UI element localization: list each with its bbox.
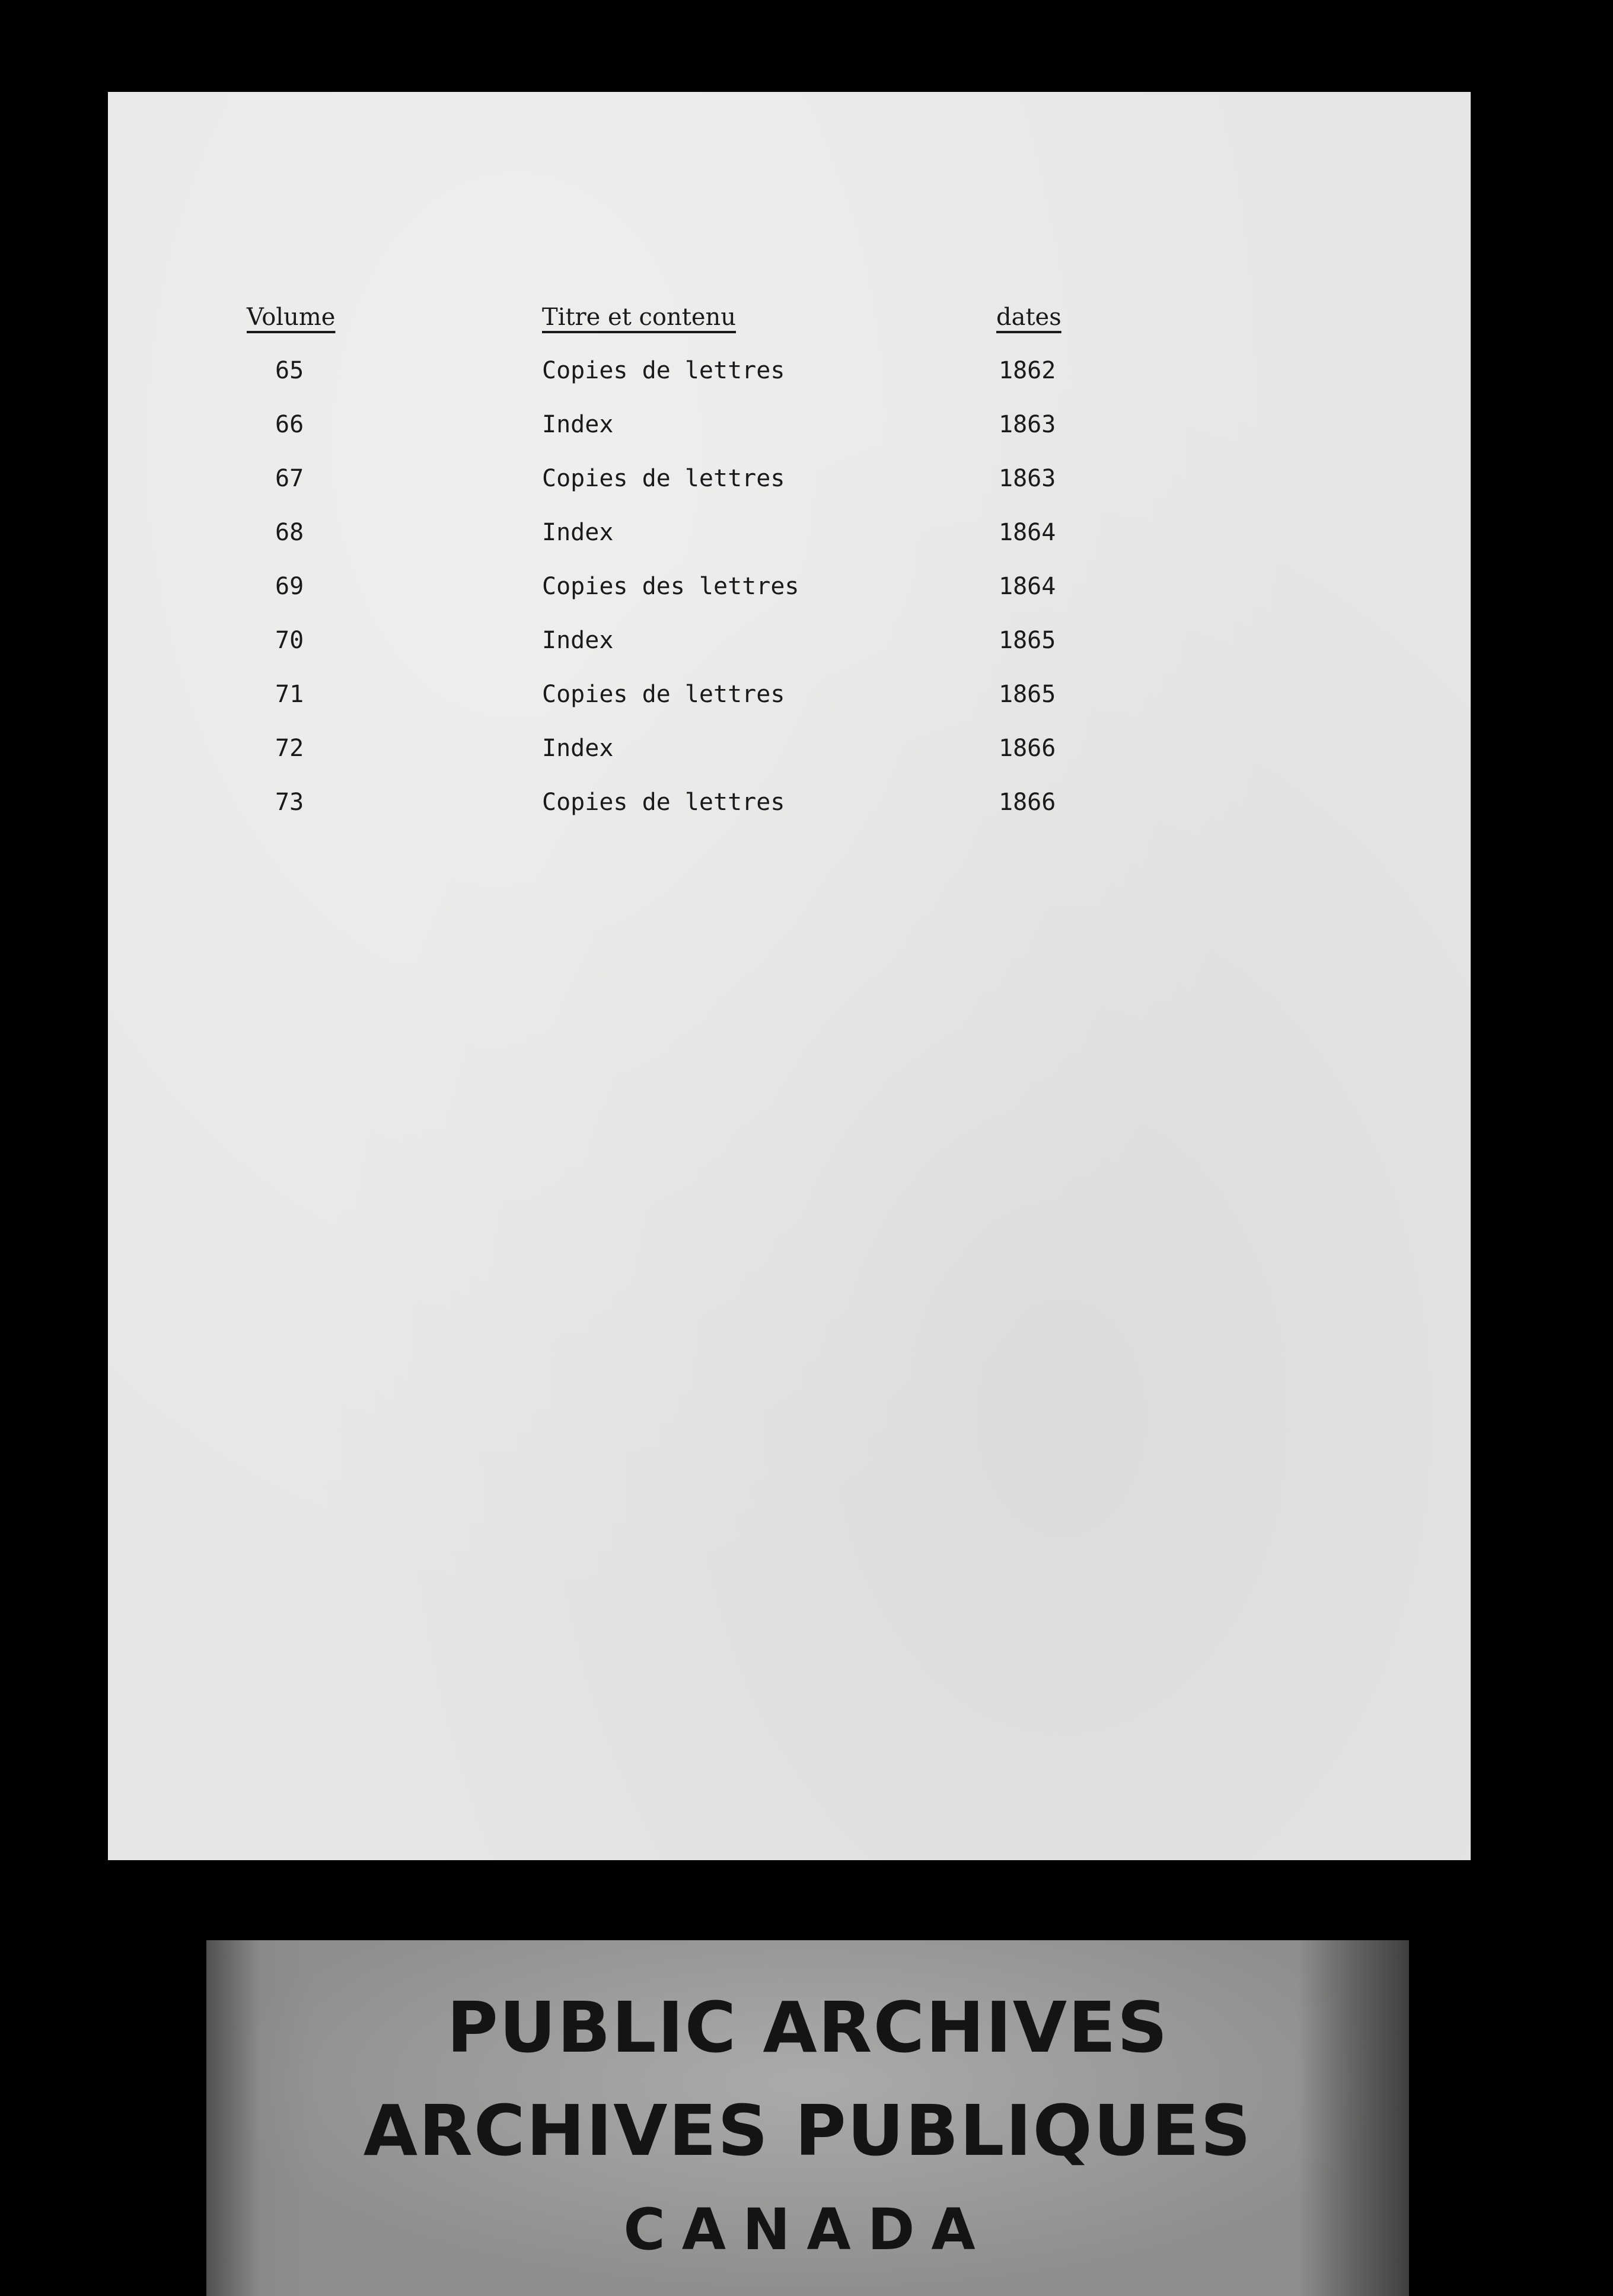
header-dates: dates [996, 304, 1061, 331]
volume-table [108, 92, 1471, 1860]
row-title: Copies de lettres [542, 681, 785, 708]
archives-stamp [206, 1940, 1409, 2296]
table-row [108, 620, 1471, 661]
stamp-line-1: PUBLIC ARCHIVES [447, 1986, 1169, 2068]
row-volume: 67 [275, 465, 304, 492]
table-row [108, 566, 1471, 607]
row-date: 1865 [999, 627, 1056, 654]
table-row [108, 674, 1471, 715]
row-volume: 68 [275, 519, 304, 546]
stamp-line-2: ARCHIVES PUBLIQUES [363, 2090, 1252, 2171]
row-date: 1862 [999, 357, 1056, 384]
header-title: Titre et contenu [542, 304, 737, 331]
table-row [108, 512, 1471, 553]
table-header [108, 296, 1471, 338]
row-title: Copies de lettres [542, 465, 785, 492]
row-volume: 69 [275, 573, 304, 600]
document-sheet [108, 92, 1471, 1860]
row-volume: 72 [275, 735, 304, 762]
row-title: Index [542, 411, 614, 438]
table-row [108, 350, 1471, 391]
row-title: Index [542, 735, 614, 762]
stamp-line-3: CANADA [623, 2196, 992, 2263]
row-title: Index [542, 627, 614, 654]
row-date: 1864 [999, 519, 1056, 546]
row-date: 1866 [999, 789, 1056, 816]
row-date: 1864 [999, 573, 1056, 600]
row-volume: 66 [275, 411, 304, 438]
table-row [108, 404, 1471, 445]
row-title: Copies de lettres [542, 789, 785, 816]
table-row [108, 728, 1471, 769]
row-volume: 65 [275, 357, 304, 384]
row-date: 1863 [999, 465, 1056, 492]
row-title: Index [542, 519, 614, 546]
header-volume: Volume [247, 304, 336, 331]
row-volume: 73 [275, 789, 304, 816]
row-date: 1866 [999, 735, 1056, 762]
table-row [108, 458, 1471, 499]
row-title: Copies des lettres [542, 573, 799, 600]
row-title: Copies de lettres [542, 357, 785, 384]
table-row [108, 782, 1471, 823]
row-volume: 70 [275, 627, 304, 654]
row-date: 1865 [999, 681, 1056, 708]
row-date: 1863 [999, 411, 1056, 438]
row-volume: 71 [275, 681, 304, 708]
